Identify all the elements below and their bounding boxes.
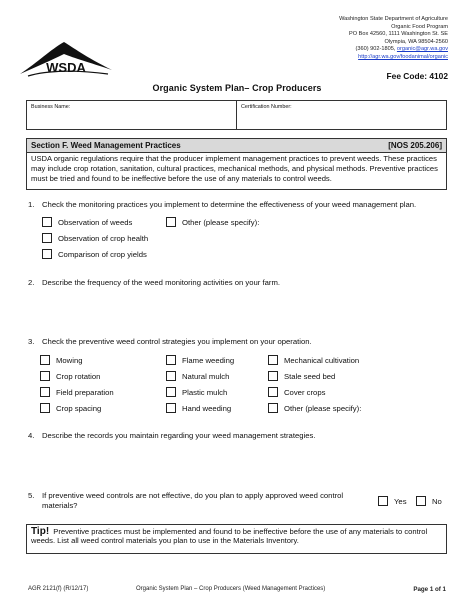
business-name-label: Business Name: (31, 104, 71, 110)
option-label: Yes (394, 496, 407, 506)
option-label: Plastic mulch (182, 387, 228, 397)
footer-page-number: Page 1 of 1 (413, 586, 446, 593)
option-mechanical-cultivation[interactable] (268, 355, 359, 365)
checkbox[interactable] (166, 217, 176, 227)
option-other-monitoring[interactable] (166, 217, 259, 227)
checkbox[interactable] (268, 403, 278, 413)
checkbox[interactable] (42, 233, 52, 243)
agency-website-link[interactable]: http://agr.wa.gov/foodanimal/organic (358, 53, 448, 60)
option-flame-weeding[interactable] (166, 355, 234, 365)
option-label: Comparison of crop yields (58, 249, 147, 259)
business-name-field[interactable] (27, 101, 236, 129)
question-text: If preventive weed controls are not effective, do you plan to apply approved weed control materials? (42, 491, 344, 510)
option-label: Other (please specify): (284, 403, 362, 413)
certification-number-field[interactable] (236, 101, 446, 129)
section-box (26, 138, 447, 190)
question-number: 2. (28, 278, 35, 287)
agency-line: Olympia, WA 98504-2560 (384, 38, 448, 45)
tip-box (26, 524, 447, 554)
checkbox[interactable] (40, 371, 50, 381)
checkbox[interactable] (268, 355, 278, 365)
agency-phone: (360) 902-1805, (355, 46, 396, 53)
agency-email-link[interactable]: organic@agr.wa.gov (396, 46, 448, 53)
option-plastic-mulch[interactable] (166, 387, 227, 397)
question-text: Describe the frequency of the weed monitoring activities on your farm. (42, 278, 281, 287)
question-text: Describe the records you maintain regarding your weed management strategies. (42, 431, 316, 440)
option-comparison-of-crop-yields[interactable] (42, 249, 147, 259)
wsda-logo (18, 36, 114, 84)
option-label: Natural mulch (182, 371, 230, 381)
checkbox[interactable] (166, 403, 176, 413)
option-label: Stale seed bed (284, 371, 336, 381)
section-heading: Section F. Weed Management Practices (31, 141, 181, 150)
tip-label: Tip! (31, 526, 50, 537)
option-crop-spacing[interactable] (40, 403, 101, 413)
option-label: Observation of weeds (58, 217, 133, 227)
checkbox[interactable] (166, 355, 176, 365)
checkbox[interactable] (268, 387, 278, 397)
agency-line: Organic Food Program (391, 23, 448, 30)
agency-address (248, 16, 448, 62)
checkbox[interactable] (166, 371, 176, 381)
checkbox[interactable] (416, 496, 426, 506)
option-label: Cover crops (284, 387, 326, 397)
option-label: Observation of crop health (58, 233, 149, 243)
option-label: Crop spacing (56, 403, 102, 413)
option-field-preparation[interactable] (40, 387, 114, 397)
option-label: Hand weeding (182, 403, 232, 413)
logo-text: WSDA (46, 60, 86, 75)
checkbox[interactable] (166, 387, 176, 397)
option-mowing[interactable] (40, 355, 83, 365)
checkbox[interactable] (42, 249, 52, 259)
option-observation-of-weeds[interactable] (42, 217, 132, 227)
section-header (27, 139, 446, 153)
fee-code: Fee Code: 4102 (386, 71, 448, 81)
business-info-box (26, 100, 447, 130)
option-cover-crops[interactable] (268, 387, 325, 397)
option-label: Field preparation (56, 387, 114, 397)
question-number: 1. (28, 200, 35, 209)
checkbox[interactable] (268, 371, 278, 381)
option-label: Other (please specify): (182, 217, 260, 227)
option-label: Mowing (56, 355, 83, 365)
page-title: Organic System Plan– Crop Producers (152, 83, 322, 93)
option-label: Crop rotation (56, 371, 101, 381)
option-hand-weeding[interactable] (166, 403, 231, 413)
section-code: [NOS 205.206] (388, 141, 442, 150)
tip-text: Preventive practices must be implemented and found to be ineffective before the use of any materials to control weeds. List all weed control materials you plan to use in the Materials Inventory. (31, 527, 428, 546)
question-text: Check the monitoring practices you implement to determine the effectiveness of your weed management plan. (42, 200, 417, 209)
option-other-strategy[interactable] (268, 403, 361, 413)
agency-line: Washington State Department of Agriculture (339, 16, 448, 22)
option-crop-rotation[interactable] (40, 371, 100, 381)
option-no[interactable] (416, 496, 442, 506)
agency-contact (248, 46, 448, 54)
option-stale-seed-bed[interactable] (268, 371, 335, 381)
option-label: Mechanical cultivation (284, 355, 360, 365)
checkbox[interactable] (40, 403, 50, 413)
checkbox[interactable] (378, 496, 388, 506)
option-natural-mulch[interactable] (166, 371, 229, 381)
question-text: Check the preventive weed control strategies you implement on your operation. (42, 337, 312, 346)
question-number: 3. (28, 337, 35, 346)
option-label: No (432, 496, 442, 506)
footer-form-title: Organic System Plan – Crop Producers (Weed Management Practices) (136, 586, 326, 592)
question-number: 5. (28, 491, 35, 500)
agency-line: PO Box 42560, 1111 Washington St. SE (349, 31, 448, 38)
option-observation-of-crop-health[interactable] (42, 233, 148, 243)
checkbox[interactable] (40, 355, 50, 365)
section-description: USDA organic regulations require that the producer implement management practices to prevent weeds. These practices may include crop rotation, sanitation, cultural practices, mechanical methods, and physical methods. Preventive practices must be tried and found to be ineffective before the use of any materials to control weeds. (31, 154, 438, 183)
checkbox[interactable] (40, 387, 50, 397)
certification-number-label: Certification Number: (241, 104, 292, 110)
option-yes[interactable] (378, 496, 407, 506)
checkbox[interactable] (42, 217, 52, 227)
footer-form-id: AGR 2121(f) (R/12/17) (28, 586, 89, 592)
question-number: 4. (28, 431, 35, 440)
option-label: Flame weeding (182, 355, 235, 365)
